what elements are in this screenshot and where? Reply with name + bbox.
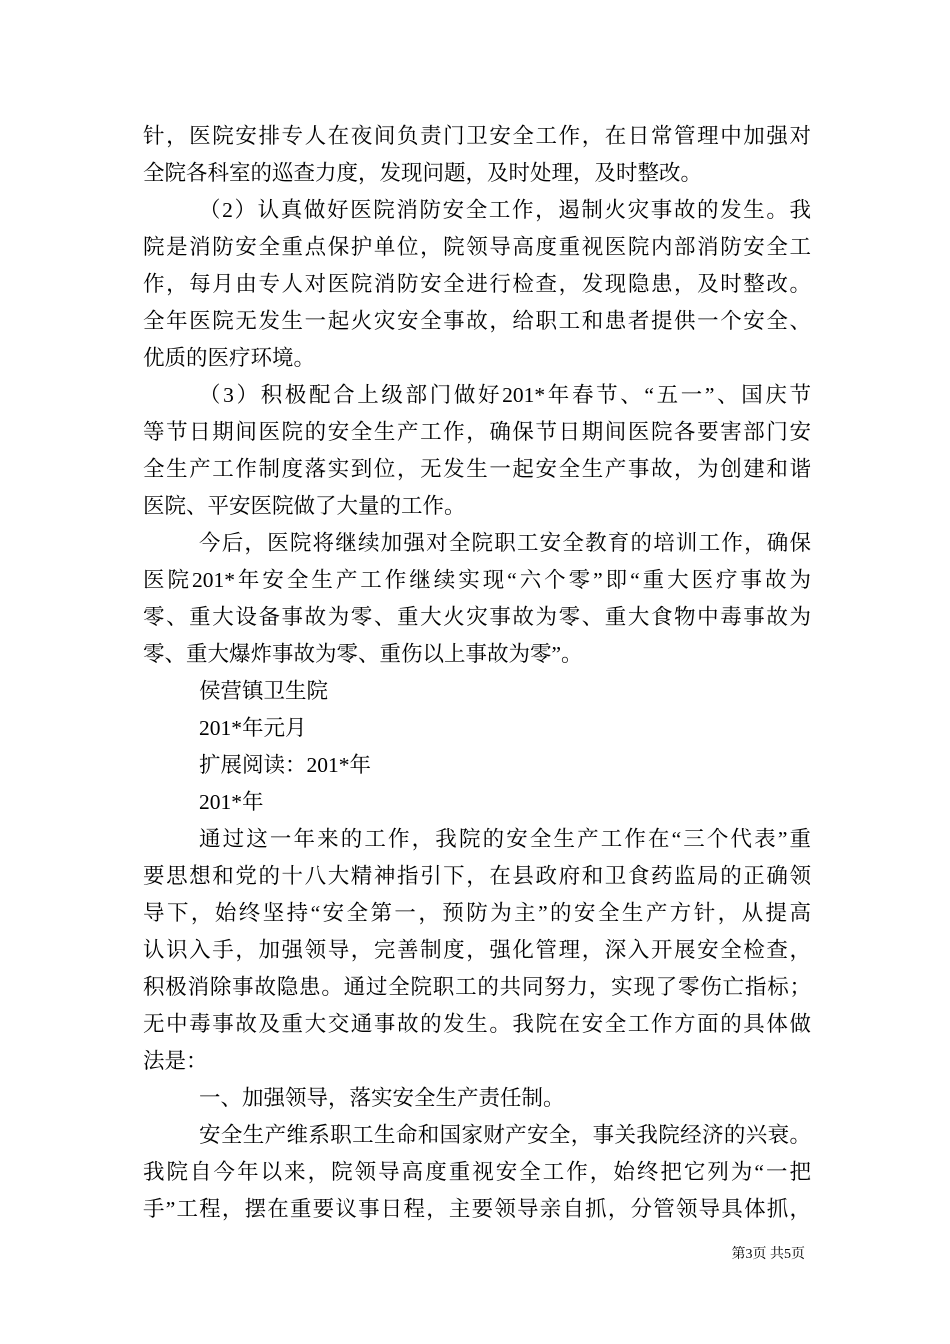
text-line: 全院各科室的巡查力度，发现问题，及时处理，及时整改。 <box>143 161 703 185</box>
text-line: 我院自今年以来，院领导高度重视安全工作，始终把它列为“一把 <box>143 1160 811 1184</box>
text-line: 安全生产维系职工生命和国家财产安全，事关我院经济的兴衰。 <box>199 1123 811 1147</box>
text-line: 要思想和党的十八大精神指引下，在县政府和卫食药监局的正确领 <box>143 864 811 888</box>
text-line: 手”工程，摆在重要议事日程，主要领导亲自抓，分管领导具体抓， <box>143 1197 811 1221</box>
text-line: 零、重大爆炸事故为零、重伤以上事故为零”。 <box>143 642 583 666</box>
text-line: 零、重大设备事故为零、重大火灾事故为零、重大食物中毒事故为 <box>143 605 811 629</box>
text-line: 作，每月由专人对医院消防安全进行检查，发现隐患，及时整改。 <box>143 272 811 296</box>
text-line: 法是： <box>143 1049 208 1073</box>
text-line: 医院、平安医院做了大量的工作。 <box>143 494 466 518</box>
text-line: 全年医院无发生一起火灾安全事故，给职工和患者提供一个安全、 <box>143 309 811 333</box>
text-line: 无中毒事故及重大交通事故的发生。我院在安全工作方面的具体做 <box>143 1012 811 1036</box>
text-line: 导下，始终坚持“安全第一，预防为主”的安全生产方针，从提高 <box>143 901 811 925</box>
text-line: 优质的医疗环境。 <box>143 346 316 370</box>
section-year-heading: 201*年 <box>199 790 264 814</box>
text-line: 通过这一年来的工作，我院的安全生产工作在“三个代表”重 <box>199 827 811 851</box>
text-line: （2）认真做好医院消防安全工作，遏制火灾事故的发生。我 <box>199 198 811 222</box>
signature-date: 201*年元月 <box>199 716 307 740</box>
text-line: 院是消防安全重点保护单位，院领导高度重视医院内部消防安全工 <box>143 235 811 259</box>
signature-organization: 侯营镇卫生院 <box>199 679 329 703</box>
text-line: 医院201*年安全生产工作继续实现“六个零”即“重大医疗事故为 <box>143 568 811 592</box>
text-line: 认识入手，加强领导，完善制度，强化管理，深入开展安全检查， <box>143 938 811 962</box>
extended-reading-heading: 扩展阅读：201*年 <box>199 753 372 777</box>
text-line: 针，医院安排专人在夜间负责门卫安全工作，在日常管理中加强对 <box>143 124 811 148</box>
page-number: 第3页 共5页 <box>731 1247 805 1262</box>
section-heading: 一、加强领导，落实安全生产责任制。 <box>199 1086 565 1110</box>
text-line: 全生产工作制度落实到位，无发生一起安全生产事故，为创建和谐 <box>143 457 811 481</box>
text-line: 等节日期间医院的安全生产工作，确保节日期间医院各要害部门安 <box>143 420 811 444</box>
text-line: （3）积极配合上级部门做好201*年春节、“五一”、国庆节 <box>199 383 811 407</box>
text-line: 积极消除事故隐患。通过全院职工的共同努力，实现了零伤亡指标； <box>143 975 811 999</box>
body-text <box>143 118 811 1228</box>
text-line: 今后，医院将继续加强对全院职工安全教育的培训工作，确保 <box>199 531 811 555</box>
